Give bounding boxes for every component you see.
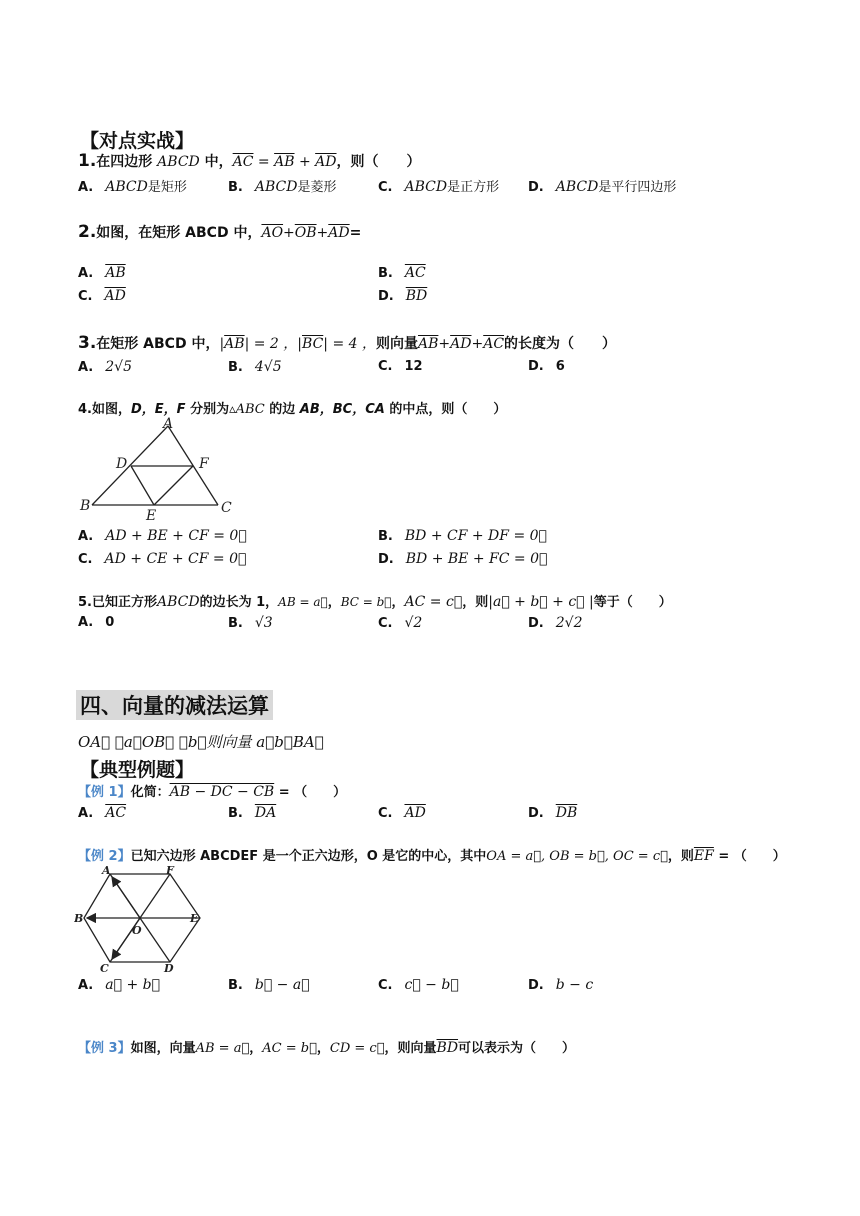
q3-option-c[interactable]: C. 12: [378, 359, 423, 374]
example-2: 【例 2】已知六边形 ABCDEF 是一个正六边形，O 是它的中心，其中OA = a⃗, OB = b⃗, OC = c⃗，则$\overline{EF}$ = （ ）: [78, 848, 786, 864]
q2-option-a[interactable]: A. $\overline{AB}$: [78, 265, 126, 281]
ex3-vector-bd: $\overline{BD}$: [436, 1040, 459, 1056]
q2-vector-ao: $\overline{AO}$: [261, 225, 284, 241]
q3-option-d[interactable]: D. 6: [528, 359, 565, 374]
question-number: 2.: [78, 222, 97, 242]
q1-plus: +: [294, 154, 316, 170]
hexagon-figure: [74, 864, 204, 976]
q2-option-b[interactable]: B. $\overline{AC}$: [378, 265, 426, 281]
example-1: 【例 1】化简：AB − DC − CB = （ ）: [78, 784, 347, 800]
ex1-option-c[interactable]: C. $\overline{AD}$: [378, 805, 426, 821]
q3-vector-bc: $\overline{BC}$: [302, 336, 324, 352]
q4-option-a[interactable]: A. AD + BE + CF = 0⃗: [78, 528, 247, 544]
ex2-option-a[interactable]: A. a⃗ + b⃗: [78, 977, 160, 993]
practice-heading: 【对点实战】: [80, 130, 195, 152]
q1-option-a[interactable]: A. ABCD是矩形: [78, 179, 187, 195]
q1-equals: =: [253, 154, 275, 170]
question-1: [78, 151, 421, 171]
label-d: D: [116, 456, 128, 472]
q5-option-c[interactable]: C. √2: [378, 615, 423, 631]
q2-option-c[interactable]: C. $\overline{AD}$: [78, 288, 126, 304]
section-title: 四、向量的减法运算: [76, 690, 273, 720]
question-number: 1.: [78, 151, 97, 171]
hex-label-d: D: [164, 962, 174, 975]
q2-equals: =: [349, 225, 362, 241]
q1-option-b[interactable]: B. ABCD是菱形: [228, 179, 337, 195]
hex-label-c: C: [100, 962, 109, 975]
example-tag: 【例 3】: [78, 1041, 131, 1056]
label-e: E: [146, 508, 157, 524]
question-2: 2.如图，在矩形 ABCD 中，$\overline{AO}+\overline{OB}+\overline{AD}=$: [78, 222, 362, 242]
ex1-option-b[interactable]: B. $\overline{DA}$: [228, 805, 277, 821]
hex-label-e: E: [190, 912, 199, 925]
ex2-option-d[interactable]: D. b − c: [528, 977, 594, 993]
q1-vector-ac: $\overline{AC}$: [232, 154, 254, 170]
q4-option-b[interactable]: B. BD + CF + DF = 0⃗: [378, 528, 547, 544]
question-4: 4.如图，D，E，F 分别为▵ABC 的边 AB，BC，CA 的中点，则（ ）: [78, 402, 507, 417]
q3-option-b[interactable]: B. 4√5: [228, 359, 282, 375]
q2-vector-ob: $\overline{OB}$: [294, 225, 317, 241]
q2-text: 如图，在矩形 ABCD 中，: [96, 225, 262, 241]
q3-text: 在矩形 ABCD 中，: [96, 336, 220, 352]
hex-label-f: F: [166, 864, 174, 877]
q1-text-post: ，则（ ）: [336, 154, 421, 170]
question-number: 3.: [78, 333, 97, 353]
hex-label-a: A: [102, 864, 111, 877]
ex2-option-b[interactable]: B. b⃗ − a⃗: [228, 977, 310, 993]
q1-option-c[interactable]: C. ABCD是正方形: [378, 179, 500, 195]
ex2-vector-ef: $\overline{EF}$: [693, 848, 714, 864]
q4-option-d[interactable]: D. BD + BE + FC = 0⃗: [378, 551, 548, 567]
ex1-expression: AB − DC − CB: [169, 784, 275, 800]
label-f: F: [199, 456, 209, 472]
label-b: B: [80, 498, 91, 514]
example-3: 【例 3】如图，向量AB = a⃗，AC = b⃗，CD = c⃗，则向量$\overline{BD}$可以表示为（ ）: [78, 1040, 576, 1056]
q5-option-d[interactable]: D. 2√2: [528, 615, 583, 631]
example-tag: 【例 2】: [78, 849, 131, 864]
ex2-option-c[interactable]: C. c⃗ − b⃗: [378, 977, 459, 993]
ex1-option-d[interactable]: D. $\overline{DB}$: [528, 805, 578, 821]
q4-option-c[interactable]: C. AD + CE + CF = 0⃗: [78, 551, 247, 567]
q1-vector-ab: $\overline{AB}$: [274, 154, 295, 170]
example-tag: 【例 1】: [78, 785, 131, 800]
q1-text-mid: 中，: [199, 154, 233, 170]
q2-option-d[interactable]: D. $\overline{BD}$: [378, 288, 428, 304]
label-a: A: [163, 416, 174, 432]
hex-label-b: B: [74, 912, 84, 925]
q1-text: 在四边形: [96, 154, 158, 170]
hex-label-o: O: [132, 924, 142, 937]
section-formula: OA⃗ ＝a，OB⃗ ＝b，则向量 a－b＝BA⃗: [78, 733, 324, 751]
typical-examples-heading: 【典型例题】: [80, 759, 195, 781]
q5-option-b[interactable]: B. √3: [228, 615, 273, 631]
q3-option-a[interactable]: A. 2√5: [78, 359, 132, 375]
question-3: 3.在矩形 ABCD 中，$|\overline{AB}| = 2$ ，$|\overline{BC}| = 4$ ，则向量$\overline{AB}+\overline{AD}+\overline{AC}$的长度为（ ）: [78, 333, 617, 353]
question-5: 5.已知正方形ABCD的边长为 1，AB = a⃗，BC = b⃗，AC = c⃗，则|a⃗ + b⃗ + c⃗ |等于（ ）: [78, 594, 672, 610]
triangle-figure: [78, 416, 238, 524]
ex2-expression: OA = a⃗, OB = b⃗, OC = c⃗: [486, 849, 668, 864]
ex1-option-a[interactable]: A. $\overline{AC}$: [78, 805, 127, 821]
label-c: C: [221, 500, 232, 516]
q1-shape: ABCD: [157, 154, 200, 170]
q3-vector-ab: $\overline{AB}$: [224, 336, 245, 352]
q2-vector-ad: $\overline{AD}$: [328, 225, 350, 241]
q5-option-a[interactable]: A. 0: [78, 615, 115, 630]
q1-option-d[interactable]: D. ABCD是平行四边形: [528, 179, 677, 195]
q1-vector-ad: $\overline{AD}$: [315, 154, 337, 170]
